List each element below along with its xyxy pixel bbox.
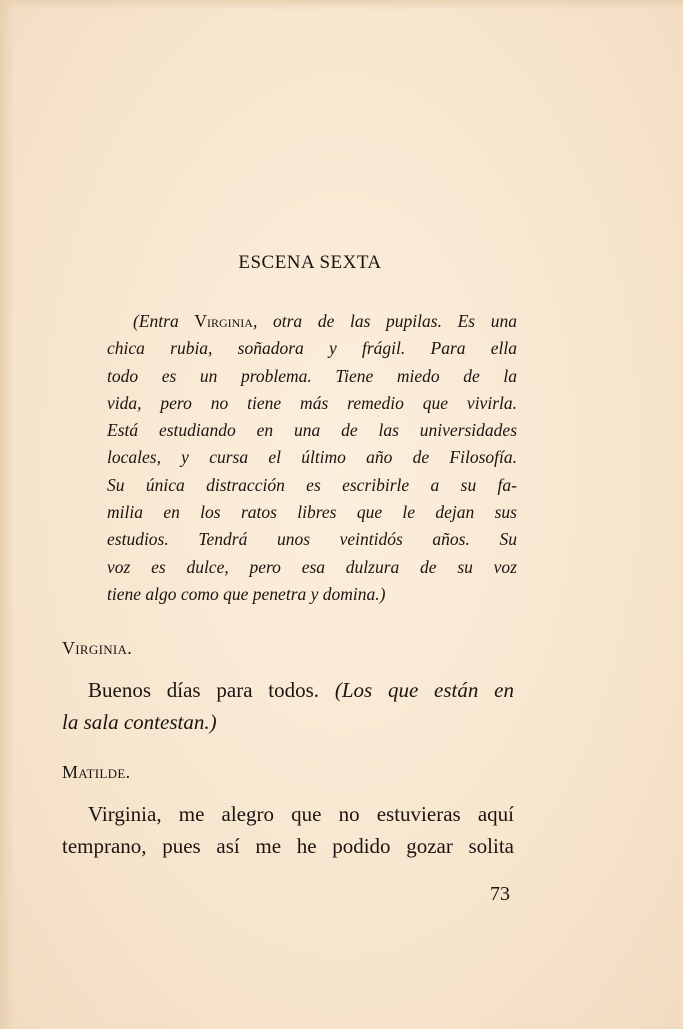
speech-line: Virginia, me alegro que no estuvieras aquí (88, 802, 514, 826)
stage-direction-line: tiene algo como que penetra y domina.) (107, 583, 386, 604)
page-number: 73 (490, 883, 510, 905)
speaker-name: Matilde. (62, 762, 131, 782)
stage-direction-line: locales, y cursa el último año de Filosofía. (107, 447, 517, 468)
stage-direction-line: Su única distracción es escribirle a su fa- (107, 474, 517, 495)
page-top-shadow (0, 0, 683, 10)
stage-direction-line: voz es dulce, pero esa dulzura de su voz (107, 556, 517, 577)
speaker-name: Virginia. (62, 638, 133, 658)
stage-direction (107, 308, 517, 608)
speech-block (62, 674, 514, 738)
speech-line: Buenos días para todos. (Los que están en (88, 678, 514, 702)
scene-title: ESCENA SEXTA (238, 252, 382, 273)
stage-direction-line: milia en los ratos libres que le dejan sus (107, 502, 517, 523)
stage-direction-line: vida, pero no tiene más remedio que vivirla. (107, 392, 517, 413)
speech-line: la sala contestan.) (62, 710, 217, 734)
speech-line: temprano, pues así me he podido gozar solita (62, 834, 514, 858)
stage-direction-line: (Entra Virginia, otra de las pupilas. Es una (133, 311, 517, 331)
speech-block (62, 798, 514, 862)
stage-direction-line: Está estudiando en una de las universidades (107, 420, 517, 441)
stage-direction-line: chica rubia, soñadora y frágil. Para ella (107, 338, 517, 359)
stage-direction-line: estudios. Tendrá unos veintidós años. Su (107, 529, 517, 550)
stage-direction-line: todo es un problema. Tiene miedo de la (107, 365, 517, 386)
character-name: Virginia (194, 311, 253, 331)
page-edge-shadow (0, 0, 14, 1029)
